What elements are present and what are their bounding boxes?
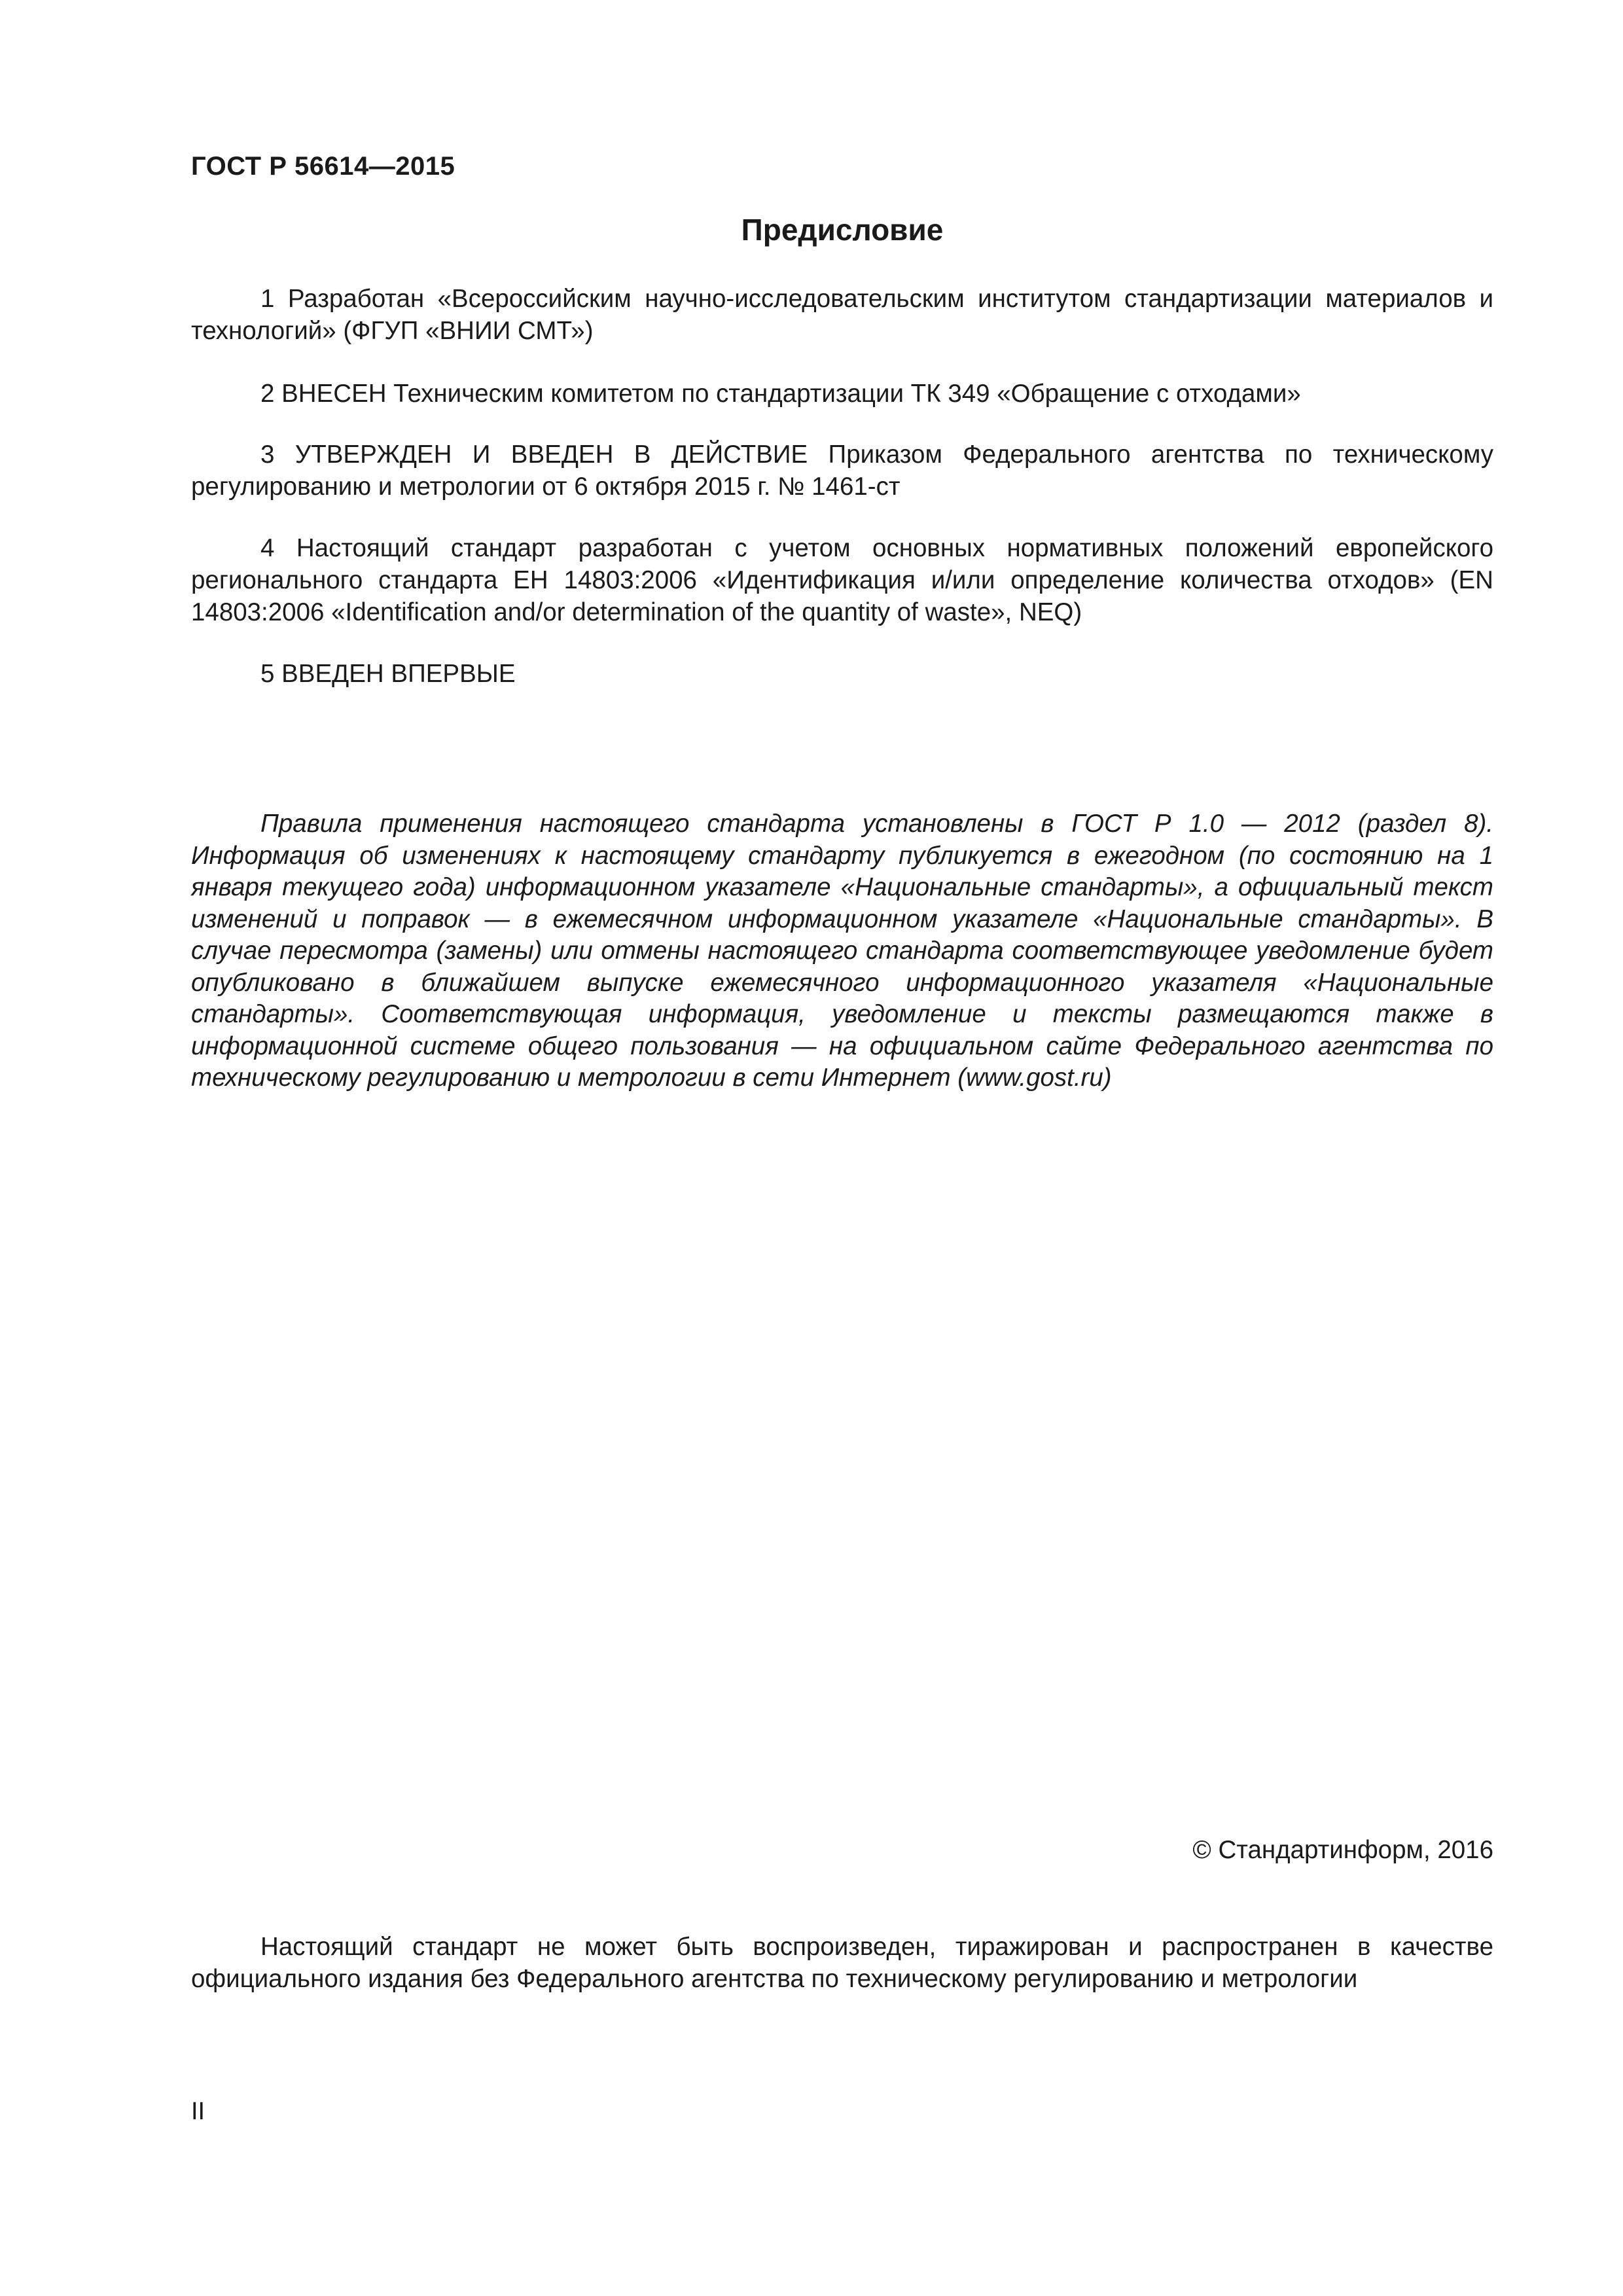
foreword-item-5: 5 ВВЕДЕН ВПЕРВЫЕ: [260, 660, 516, 688]
foreword-item-1: 1 Разработан «Всероссийским научно-исследовательским институтом стандартизации материалов и технологий» (ФГУП «ВНИИ СМТ»): [191, 285, 1493, 345]
reprint-restriction-notice: Настоящий стандарт не может быть воспроизведен, тиражирован и распространен в качестве официального издания без Федерального агентства по техническому регулированию и метрологии: [191, 1933, 1493, 1993]
foreword-item-3: 3 УТВЕРЖДЕН И ВВЕДЕН В ДЕЙСТВИЕ Приказом Федерального агентства по техническому регулированию и метрологии от 6 октября 2015 г. № 1461-ст: [191, 440, 1493, 501]
page-number: II: [191, 2098, 205, 2125]
foreword-item-4: 4 Настоящий стандарт разработан с учетом основных нормативных положений европейского регионального стандарта ЕН 14803:2006 «Идентификация и/или определение количества отходов» (EN 14803:2006 «Identification and/or determination of the quantity of waste», NEQ): [191, 534, 1493, 626]
page-title: Предисловие: [741, 213, 944, 247]
copyright-notice: © Стандартинформ, 2016: [1192, 1836, 1493, 1864]
document-code-header: ГОСТ Р 56614—2015: [191, 152, 455, 181]
application-rules-note: Правила применения настоящего стандарта установлены в ГОСТ Р 1.0 — 2012 (раздел 8). Информация об изменениях к настоящему стандарту публикуется в ежегодном (по состоянию на 1 января текущего года) информационном указателе «Национальные стандарты», а официальный текст изменений и поправок — в ежемесячном информационном указателе «Национальные стандарты». В случае пересмотра (замены) или отмены настоящего стандарта соответствующее уведомление будет опубликовано в ближайшем выпуске ежемесячного информационного указателя «Национальные стандарты». Соответствующая информация, уведомление и тексты размещаются также в информационной системе общего пользования — на официальном сайте Федерального агентства по техническому регулированию и метрологии в сети Интернет (www.gost.ru): [191, 810, 1493, 1092]
foreword-item-2: 2 ВНЕСЕН Техническим комитетом по стандартизации ТК 349 «Обращение с отходами»: [260, 380, 1301, 408]
